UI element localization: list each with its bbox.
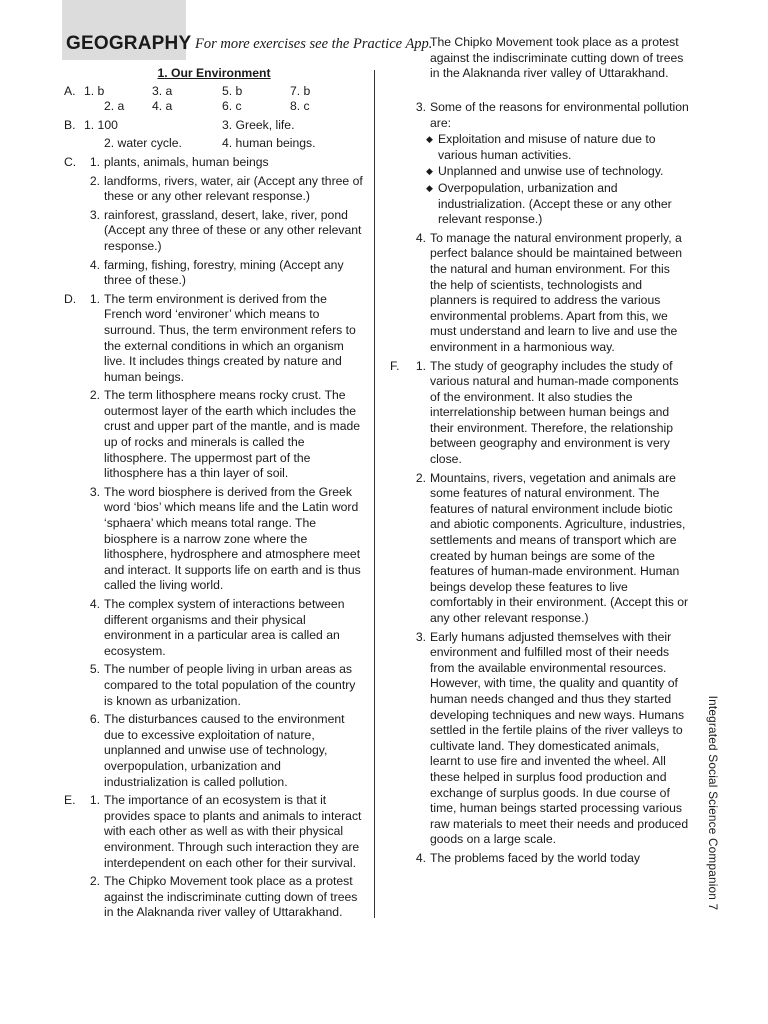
item-text: The term lithosphere means rocky crust. The outermost layer of the earth which includes the crust and upper part of the mantle, and is made up of rocks and minerals is called the lithosphere. The uppermost part of the lithosphere has a thin layer of soil.: [104, 388, 361, 481]
list-item: [64, 258, 364, 289]
left-column: [64, 66, 364, 920]
diamond-bullet-icon: ◆: [426, 134, 433, 145]
answer-cell: 1. 100: [84, 117, 118, 132]
answer-cell: 2. a: [104, 99, 125, 114]
answer-cell: 1. b: [84, 83, 105, 98]
answer-cell: 4. human beings.: [222, 136, 316, 151]
list-item: [64, 485, 364, 594]
item-number: 3.: [89, 484, 100, 499]
list-item: [64, 874, 364, 920]
list-item: [64, 712, 364, 790]
answer-cell: 8. c: [290, 99, 310, 114]
item-number: 2.: [89, 388, 100, 403]
list-item: [64, 793, 364, 871]
item-number: 4.: [89, 257, 100, 272]
answer-cell: 6. c: [222, 99, 242, 114]
item-text: The study of geography includes the study of various natural and human-made components of the environment. It also studies the interrelationship between human beings and their environment. Therefore, the relationship between geography and environment is very close.: [430, 358, 679, 467]
section-label: A.: [64, 83, 76, 98]
item-text: landforms, rivers, water, air (Accept any three of these or any other relevant response.): [104, 173, 363, 204]
section-label: E.: [64, 793, 76, 808]
list-item: [64, 662, 364, 709]
answer-cell: 4. a: [152, 99, 173, 114]
practice-app-note: For more exercises see the Practice App.: [195, 36, 433, 52]
item-number: 5.: [89, 662, 100, 677]
list-item: [64, 208, 364, 255]
bullet-text: Unplanned and unwise use of technology.: [438, 164, 664, 179]
item-number: 4.: [415, 850, 426, 865]
list-item: [390, 471, 690, 627]
item-number: 3.: [89, 207, 100, 222]
section-label: C.: [64, 154, 77, 169]
bullet-item: [390, 181, 690, 228]
item-text-continued: The Chipko Movement took place as a protest against the indiscriminate cutting down of trees in the Alaknanda river valley of Uttarakhand.: [430, 35, 684, 81]
subject-heading: GEOGRAPHY: [66, 33, 192, 54]
section-a: [64, 84, 364, 115]
item-number: 2.: [89, 173, 100, 188]
item-number: 3.: [415, 629, 426, 644]
answer-grid: [84, 84, 364, 115]
item-text: The problems faced by the world today: [430, 850, 641, 865]
section-label: B.: [64, 117, 76, 132]
list-item: [64, 155, 364, 171]
list-item: [64, 174, 364, 205]
item-number: 1.: [415, 358, 426, 373]
answer-grid: [84, 118, 364, 152]
item-number: 2.: [415, 470, 426, 485]
item-number: 4.: [415, 230, 426, 245]
item-text-continues: The Chipko Movement took place as a protest against the indiscriminate cutting down of trees in the Alaknanda river valley of Uttarakhand.: [104, 874, 358, 920]
list-item: [390, 100, 690, 131]
bullet-item: [390, 164, 690, 180]
item-text: farming, fishing, forestry, mining (Accept any three of these.): [104, 257, 344, 288]
list-item: [64, 597, 364, 659]
chapter-title: 1. Our Environment: [157, 66, 271, 80]
section-label: F.: [390, 358, 400, 373]
item-text: The complex system of interactions between different organisms and their physical environment in a particular area is called an ecosystem.: [104, 597, 345, 658]
answer-cell: 3. Greek, life.: [222, 117, 295, 132]
item-number: 1.: [89, 793, 100, 808]
item-text: The number of people living in urban areas as compared to the total population of the country is known as urbanization.: [104, 662, 356, 708]
answer-cell: 7. b: [290, 83, 311, 98]
column-divider: [374, 70, 375, 918]
item-number: 6.: [89, 712, 100, 727]
item-text: The term environment is derived from the French word ‘environer’ which means to surround. Thus, the term environment refers to the external conditions in which an organism live. It includes things created by nature and human beings.: [104, 291, 356, 384]
list-item: [64, 292, 364, 386]
item-text: rainforest, grassland, desert, lake, river, pond (Accept any three of these or any other relevant response.): [104, 207, 362, 253]
diamond-bullet-icon: ◆: [426, 166, 433, 177]
item-number: 1.: [89, 154, 100, 169]
list-item: [390, 231, 690, 356]
bullet-text: Exploitation and misuse of nature due to various human activities.: [438, 132, 656, 162]
answer-cell: 5. b: [222, 83, 243, 98]
right-column: [390, 35, 690, 867]
section-label: D.: [64, 291, 77, 306]
answer-cell: 2. water cycle.: [104, 136, 182, 151]
section-b: [64, 118, 364, 152]
item-text: Some of the reasons for environmental pollution are:: [430, 100, 689, 130]
item-number: 4.: [89, 597, 100, 611]
item-number: 3.: [415, 100, 426, 114]
list-item: [390, 851, 690, 867]
answer-cell: 3. a: [152, 83, 173, 98]
item-text: The word biosphere is derived from the Greek word ‘bios’ which means life and the Latin word ‘sphaera’ which means total range. The biosphere is a narrow zone where the lithosphere, hydrosphere and atmosphere meet and interact. It supports life on earth and is thus called the living world.: [104, 484, 361, 593]
item-text: The disturbances caused to the environment due to excessive exploitation of nature, unplanned and unwise use of technology, overpopulation, urbanization and industrialization is called pollution.: [104, 712, 345, 789]
item-text: plants, animals, human beings: [104, 154, 269, 169]
item-text: Early humans adjusted themselves with their environment and fulfilled most of their needs from the available environmental resources. However, with time, the quality and quantity of human needs changed and thus they started developing techniques and new ways. Humans settled in the fertile plains of the river valleys to cultivate land. They domesticated animals, learnt to use fire and invented the wheel. All these helped in surplus food production and exchange of surplus goods. In due course of time, human beings started processing various raw materials to meet their needs and produced goods on a large scale.: [430, 629, 689, 847]
item-text: The importance of an ecosystem is that it provides space to plants and animals to interact with each other as well as with their physical environment. Through such interaction they are interdependent on each other for their survival.: [104, 793, 362, 870]
item-number: 2.: [89, 874, 100, 889]
item-text: Mountains, rivers, vegetation and animals are some features of natural environment. The features of natural environment include biotic and abiotic components. Agriculture, industries, settlements and means of transport which are created by human beings are some of the features of human-made environment. Human beings develop these features to live comfortably in their environment. (Accept this or any other relevant response.): [430, 470, 689, 625]
item-text: To manage the natural environment properly, a perfect balance should be maintained between the natural and human environment. For this the help of scientists, technologists and planners is required to address the various environmental problems. Apart from this, we must understand and learn to live and use the environment in a harmonious way.: [430, 230, 683, 354]
list-item-continued: [390, 35, 690, 97]
bullet-item: [390, 132, 690, 163]
diamond-bullet-icon: ◆: [426, 182, 433, 193]
list-item: [64, 388, 364, 482]
bullet-text: Overpopulation, urbanization and industrialization. (Accept these or any other relevant response.): [438, 180, 672, 227]
list-item: [390, 359, 690, 468]
list-item: [390, 630, 690, 848]
book-title-vertical: Integrated Social Science Companion 7: [706, 695, 720, 911]
item-number: 1.: [89, 291, 100, 306]
